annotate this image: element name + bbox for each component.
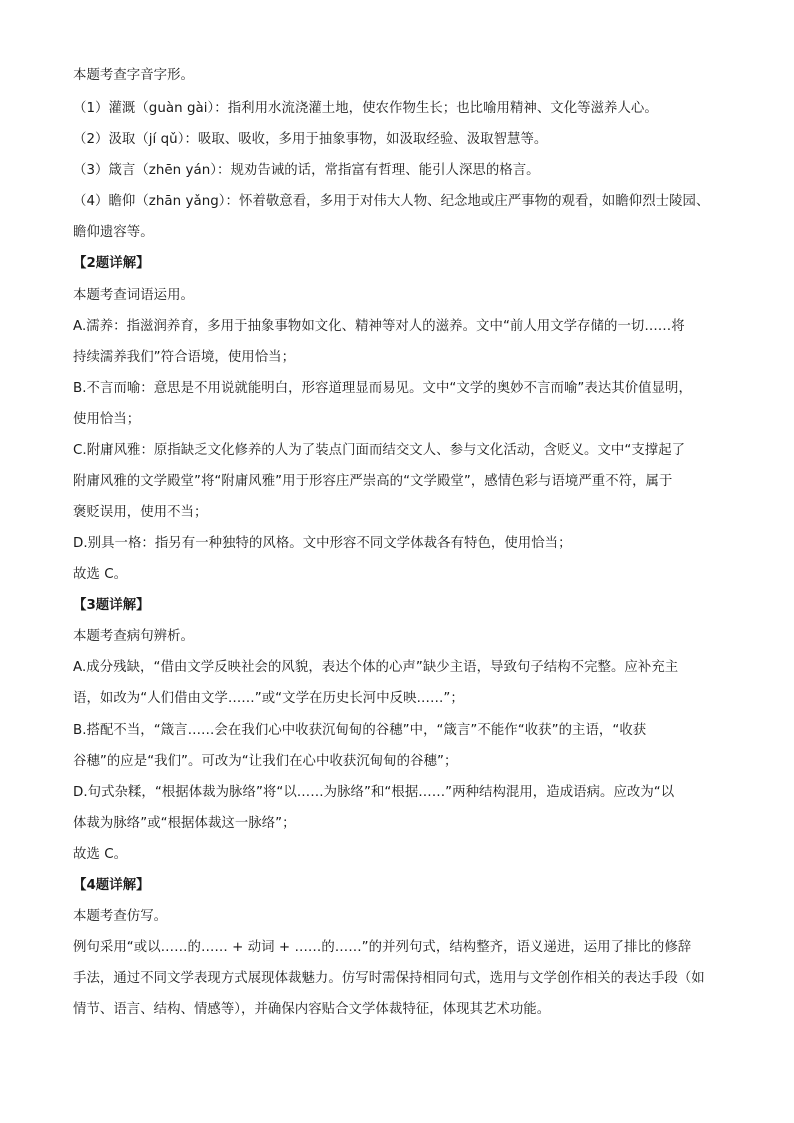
text-line: 情节、语言、结构、情感等），并确保内容贴合文学体裁特征，体现其艺术功能。	[73, 1002, 551, 1017]
text-line: 本题考查词语运用。	[73, 288, 194, 303]
text-line: 附庸风雅的文学殿堂”将“附庸风雅”用于形容庄严崇高的“文学殿堂”，感情色彩与语境严重不符，属于	[73, 474, 673, 489]
text-line: A.成分残缺，“借由文学反映社会的风貌，表达个体的心声”缺少主语，导致句子结构不完整。应补充主	[73, 660, 679, 675]
text-line: D.句式杂糅，“根据体裁为脉络”将“以……为脉络”和“根据……”两种结构混用，造成语病。应改为“以	[73, 785, 675, 800]
text-line: 故选 C。	[73, 847, 128, 862]
text-line: 谷穗”的应是“我们”。可改为“让我们在心中收获沉甸甸的谷穗”；	[73, 754, 458, 769]
text-line: 例句采用“或以……的…… + 动词 + ……的……”的并列句式，结构整齐，语义递进，运用了排比的修辞	[73, 940, 692, 955]
section-heading: 【3题详解】	[73, 598, 150, 613]
text-line: D.别具一格：指另有一种独特的风格。文中形容不同文学体裁各有特色，使用恰当；	[73, 536, 572, 551]
text-line: 使用恰当；	[73, 412, 141, 427]
text-line: A.濡养：指滋润养育，多用于抽象事物如文化、精神等对人的滋养。文中“前人用文学存储的一切……将	[73, 319, 685, 334]
text-line: 体裁为脉络”或“根据体裁这一脉络”；	[73, 816, 296, 831]
text-line: B.搭配不当，“箴言……会在我们心中收获沉甸甸的谷穗”中，“箴言”不能作“收获”的主语，“收获	[73, 723, 647, 738]
section-heading: 【4题详解】	[73, 878, 150, 893]
text-line: 褒贬误用，使用不当；	[73, 505, 208, 520]
text-line: （1）灌溉（guàn gài）：指利用水流浇灌土地，使农作物生长；也比喻用精神、文化等滋养人心。	[73, 101, 658, 116]
text-line: 故选 C。	[73, 567, 128, 582]
text-line: 持续濡养我们”符合语境，使用恰当；	[73, 350, 296, 365]
text-line: （3）箴言（zhēn yán）：规劝告诫的话，常指富有哲理、能引人深思的格言。	[73, 163, 540, 178]
text-line: 本题考查病句辨析。	[73, 629, 194, 644]
text-line: （2）汲取（jí qǔ）：吸取、吸收，多用于抽象事物，如汲取经验、汲取智慧等。	[73, 132, 548, 147]
text-line: 瞻仰遗容等。	[73, 225, 154, 240]
text-line: B.不言而喻：意思是不用说就能明白，形容道理显而易见。文中“文学的奥妙不言而喻”表达其价值显明，	[73, 381, 692, 396]
text-line: 本题考查仿写。	[73, 909, 168, 924]
section-heading: 【2题详解】	[73, 256, 150, 271]
text-line: 语，如改为“人们借由文学……”或“文学在历史长河中反映……”；	[73, 691, 464, 706]
text-line: C.附庸风雅：原指缺乏文化修养的人为了装点门面而结交文人、参与文化活动，含贬义。文中“支撑起了	[73, 443, 686, 458]
text-line: （4）瞻仰（zhān yǎng）：怀着敬意看，多用于对伟大人物、纪念地或庄严事物的观看，如瞻仰烈士陵园、	[73, 194, 710, 209]
text-line: 本题考查字音字形。	[73, 68, 194, 83]
text-line: 手法，通过不同文学表现方式展现体裁魅力。仿写时需保持相同句式，选用与文学创作相关的表达手段（如	[73, 971, 705, 986]
